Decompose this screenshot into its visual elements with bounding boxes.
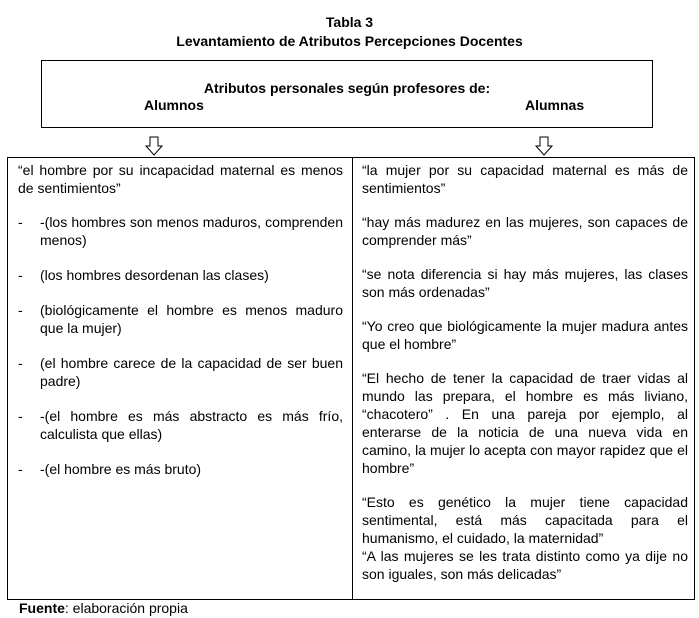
list-item	[18, 266, 343, 284]
dash-bullet: -	[18, 461, 23, 477]
list-item	[18, 460, 343, 478]
column-divider	[352, 158, 353, 599]
source-label: Fuente	[19, 600, 65, 616]
source-note	[19, 600, 188, 616]
list-item-text: (el hombre carece de la capacidad de ser buen padre)	[40, 355, 343, 389]
list-item-text: (biológicamente el hombre es menos maduro que la mujer)	[40, 302, 343, 336]
right-column	[362, 161, 688, 599]
quote-paragraph: “hay más madurez en las mujeres, son capaces de comprender más”	[362, 214, 688, 248]
list-item	[18, 354, 343, 390]
quote-paragraph: “Yo creo que biológicamente la mujer madura antes que el hombre”	[362, 318, 688, 352]
header-left-label: Alumnos	[144, 97, 204, 113]
table-number: Tabla 3	[325, 14, 374, 30]
list-item	[18, 213, 343, 249]
dash-bullet: -	[18, 355, 23, 371]
down-arrow-icon	[145, 136, 163, 156]
dash-bullet: -	[18, 302, 23, 318]
attributes-table	[7, 157, 695, 600]
list-item-text: -(los hombres son menos maduros, comprenden menos)	[40, 214, 343, 248]
quote-paragraph: “Esto es genético la mujer tiene capacidad sentimental, está más capacitada para el humanismo, el cuidado, la maternidad”	[362, 494, 688, 546]
header-box	[41, 60, 653, 128]
dash-bullet: -	[18, 267, 23, 283]
list-item	[18, 301, 343, 337]
quote-paragraph: “A las mujeres se les trata distinto como ya dije no son iguales, son más delicadas”	[362, 548, 688, 582]
dash-bullet: -	[18, 214, 23, 230]
left-intro-quote: “el hombre por su incapacidad maternal es menos de sentimientos”	[18, 162, 343, 196]
list-item-text: -(el hombre es más abstracto es más frío, calculista que ellas)	[40, 408, 343, 442]
table-title: Levantamiento de Atributos Percepciones Docentes	[176, 33, 523, 49]
quote-paragraph: “la mujer por su capacidad maternal es más de sentimientos”	[362, 162, 688, 196]
dash-bullet: -	[18, 408, 23, 424]
quote-paragraph: “se nota diferencia si hay más mujeres, las clases son más ordenadas”	[362, 266, 688, 300]
list-item	[18, 407, 343, 443]
list-item-text: (los hombres desordenan las clases)	[40, 267, 269, 283]
header-right-label: Alumnas	[525, 97, 585, 113]
list-item-text: -(el hombre es más bruto)	[40, 461, 202, 477]
source-text: : elaboración propia	[64, 600, 188, 616]
header-heading: Atributos personales según profesores de:	[203, 80, 491, 96]
quote-paragraph: “El hecho de tener la capacidad de traer vidas al mundo las prepara, el hombre es más liviano, “chacotero” . En una pareja por ejemplo, al enterarse de la noticia de una nueva vida en camino, la mujer lo acepta con mayor rapidez que el hombre”	[362, 370, 688, 476]
down-arrow-icon	[535, 136, 553, 156]
left-column	[18, 161, 343, 495]
